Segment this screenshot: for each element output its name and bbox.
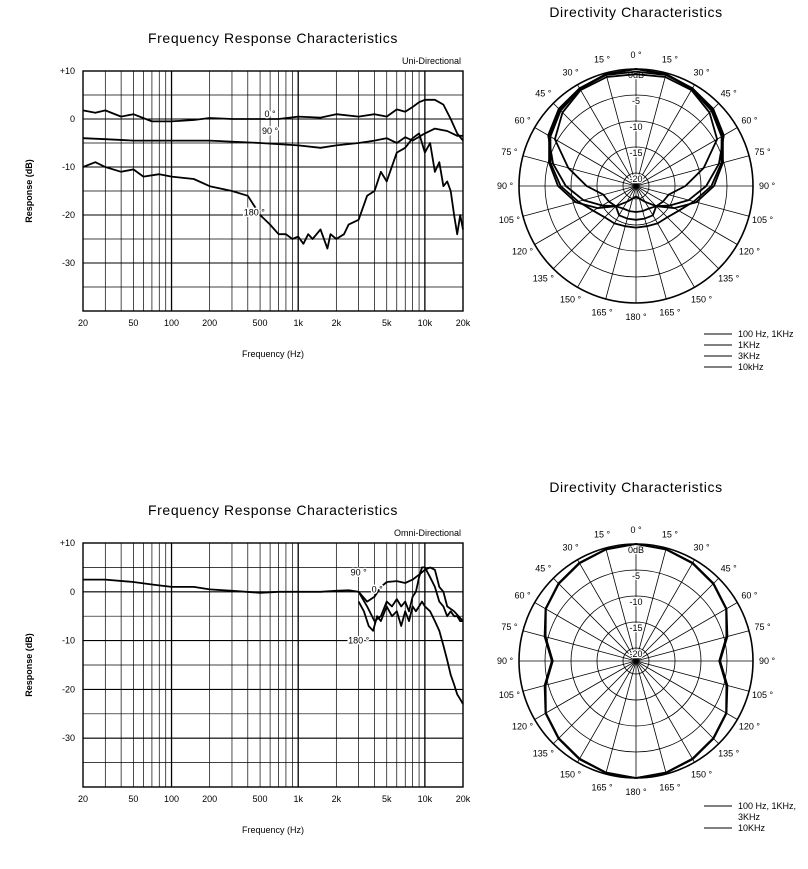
series-label: 0 °: [371, 584, 383, 595]
x-tick-label: 10k: [417, 794, 433, 804]
polar-spoke: [523, 631, 636, 661]
series-label: 180 °: [348, 635, 370, 646]
chart-subtitle: Uni-Directional: [401, 56, 461, 66]
x-tick-label: 5k: [381, 794, 392, 804]
polar-spoke: [523, 156, 636, 186]
x-tick-label: 200: [202, 794, 218, 804]
polar-spoke: [636, 186, 749, 216]
x-tick-label: 2k: [331, 794, 342, 804]
series-label: 90 °: [262, 126, 279, 136]
angle-label: 150 °: [690, 294, 713, 305]
angle-label: 45 °: [535, 88, 552, 99]
x-tick-label: 20: [77, 794, 89, 804]
y-tick-label: +10: [59, 66, 75, 76]
angle-label: 15 °: [594, 529, 611, 540]
chart-subtitle: Omni-Directional: [393, 528, 461, 538]
legend-label: 100 Hz, 1KHz,: [738, 801, 797, 811]
x-tick-label: 50: [128, 794, 139, 804]
angle-label: 60 °: [514, 115, 531, 126]
x-tick-label: 10k: [417, 318, 433, 328]
angle-label: 30 °: [693, 542, 710, 553]
freq-response-chart-2: [24, 502, 471, 835]
x-tick-label: 100: [164, 794, 180, 804]
angle-label: 120 °: [738, 246, 761, 257]
directivity-chart-3: [497, 479, 796, 833]
legend-label: 1KHz: [738, 340, 761, 350]
ring-label: -5: [631, 571, 641, 581]
x-tick-label: 20k: [455, 794, 471, 804]
chart-title: Frequency Response Characteristics: [148, 30, 398, 46]
legend-label: 3KHz: [738, 812, 761, 822]
polar-spoke: [523, 186, 636, 216]
x-tick-label: 20: [77, 318, 89, 328]
x-tick-label: 1k: [293, 794, 303, 804]
angle-label: 120 °: [511, 721, 534, 732]
y-tick-label: -30: [61, 733, 75, 744]
angle-label: 150 °: [559, 294, 582, 305]
x-tick-label: 500: [252, 318, 268, 328]
angle-label: 0 °: [630, 50, 642, 60]
x-tick-label: 1k: [293, 318, 303, 328]
polar-spoke: [553, 186, 636, 269]
x-tick-label: 2k: [331, 318, 342, 328]
angle-label: 150 °: [690, 769, 713, 780]
y-tick-label: -10: [61, 162, 75, 172]
legend-label: 10kHz: [738, 362, 764, 372]
polar-spoke: [553, 103, 636, 186]
angle-label: 15 °: [661, 529, 678, 540]
y-tick-label: +10: [59, 538, 75, 548]
angle-label: 60 °: [741, 115, 758, 126]
angle-label: 75 °: [754, 147, 771, 158]
polar-spoke: [636, 631, 749, 661]
polar-spoke: [636, 103, 719, 186]
polar-spoke: [553, 661, 636, 744]
series-label: 180 °: [243, 207, 265, 218]
angle-label: 30 °: [562, 67, 579, 78]
x-axis-label: Frequency (Hz): [241, 349, 305, 359]
y-tick-label: 0: [69, 114, 75, 124]
angle-label: 150 °: [559, 769, 582, 780]
angle-label: 105 °: [498, 689, 521, 700]
angle-label: 105 °: [498, 214, 521, 225]
y-tick-label: -10: [61, 635, 75, 646]
ring-label: -15: [629, 623, 643, 633]
polar-spoke: [636, 661, 719, 744]
ring-label: 0dB: [627, 70, 645, 80]
y-tick-label: -20: [61, 684, 75, 695]
legend-label: 100 Hz, 1KHz: [738, 329, 794, 339]
angle-label: 90 °: [496, 656, 514, 666]
angle-label: 165 °: [591, 307, 613, 318]
freq-response-chart-0: [24, 30, 471, 359]
chart-title: Frequency Response Characteristics: [148, 502, 398, 518]
angle-label: 0 °: [630, 525, 642, 535]
polar-spoke: [553, 578, 636, 661]
angle-label: 75 °: [501, 147, 518, 158]
angle-label: 105 °: [751, 689, 774, 700]
y-tick-label: -30: [61, 258, 75, 268]
polar-spoke: [606, 661, 636, 774]
angle-label: 75 °: [501, 622, 518, 633]
y-axis-label: Response (dB): [24, 159, 34, 223]
x-tick-label: 500: [252, 794, 268, 804]
ring-label: -15: [629, 148, 643, 158]
angle-label: 90 °: [496, 181, 514, 191]
polar-spoke: [636, 186, 719, 269]
angle-label: 30 °: [562, 542, 579, 553]
polar-spoke: [636, 578, 719, 661]
ring-label: -5: [631, 96, 641, 106]
angle-label: 90 °: [758, 656, 776, 666]
legend-label: 3KHz: [738, 351, 761, 361]
angle-label: 120 °: [511, 246, 534, 257]
angle-label: 135 °: [532, 748, 554, 759]
angle-label: 135 °: [532, 273, 554, 284]
chart-title: Directivity Characteristics: [549, 479, 723, 495]
ring-label: -10: [629, 597, 643, 607]
x-tick-label: 20k: [455, 318, 471, 328]
ring-label: -20: [629, 174, 643, 184]
x-tick-label: 100: [164, 318, 180, 328]
polar-spoke: [636, 156, 749, 186]
chart-title: Directivity Characteristics: [549, 4, 723, 20]
angle-label: 180 °: [625, 312, 647, 322]
y-tick-label: -20: [61, 210, 75, 220]
angle-label: 60 °: [741, 590, 758, 601]
series-label: 90 °: [350, 567, 367, 578]
angle-label: 45 °: [720, 563, 737, 574]
ring-label: -10: [629, 122, 643, 132]
angle-label: 165 °: [591, 782, 613, 793]
angle-label: 135 °: [718, 748, 740, 759]
ring-label: 0dB: [627, 545, 645, 555]
x-tick-label: 5k: [381, 318, 392, 328]
angle-label: 165 °: [659, 307, 681, 318]
polar-spoke: [636, 661, 749, 691]
legend-label: 10KHz: [738, 823, 766, 833]
angle-label: 15 °: [594, 54, 611, 65]
directivity-chart-1: [497, 4, 794, 372]
x-axis-label: Frequency (Hz): [241, 825, 305, 835]
polar-spoke: [523, 661, 636, 691]
angle-label: 45 °: [535, 563, 552, 574]
angle-label: 165 °: [659, 782, 681, 793]
angle-label: 60 °: [514, 590, 531, 601]
y-axis-label: Response (dB): [24, 633, 34, 697]
angle-label: 120 °: [738, 721, 761, 732]
angle-label: 45 °: [720, 88, 737, 99]
angle-label: 90 °: [758, 181, 776, 191]
angle-label: 180 °: [625, 787, 647, 797]
angle-label: 75 °: [754, 622, 771, 633]
x-tick-label: 200: [202, 318, 218, 328]
ring-label: -20: [629, 649, 643, 659]
angle-label: 15 °: [661, 54, 678, 65]
y-tick-label: 0: [69, 586, 75, 597]
angle-label: 30 °: [693, 67, 710, 78]
x-tick-label: 50: [128, 318, 139, 328]
polar-spoke: [636, 661, 666, 774]
angle-label: 105 °: [751, 214, 774, 225]
series-label: 0 °: [264, 109, 276, 120]
angle-label: 135 °: [718, 273, 740, 284]
